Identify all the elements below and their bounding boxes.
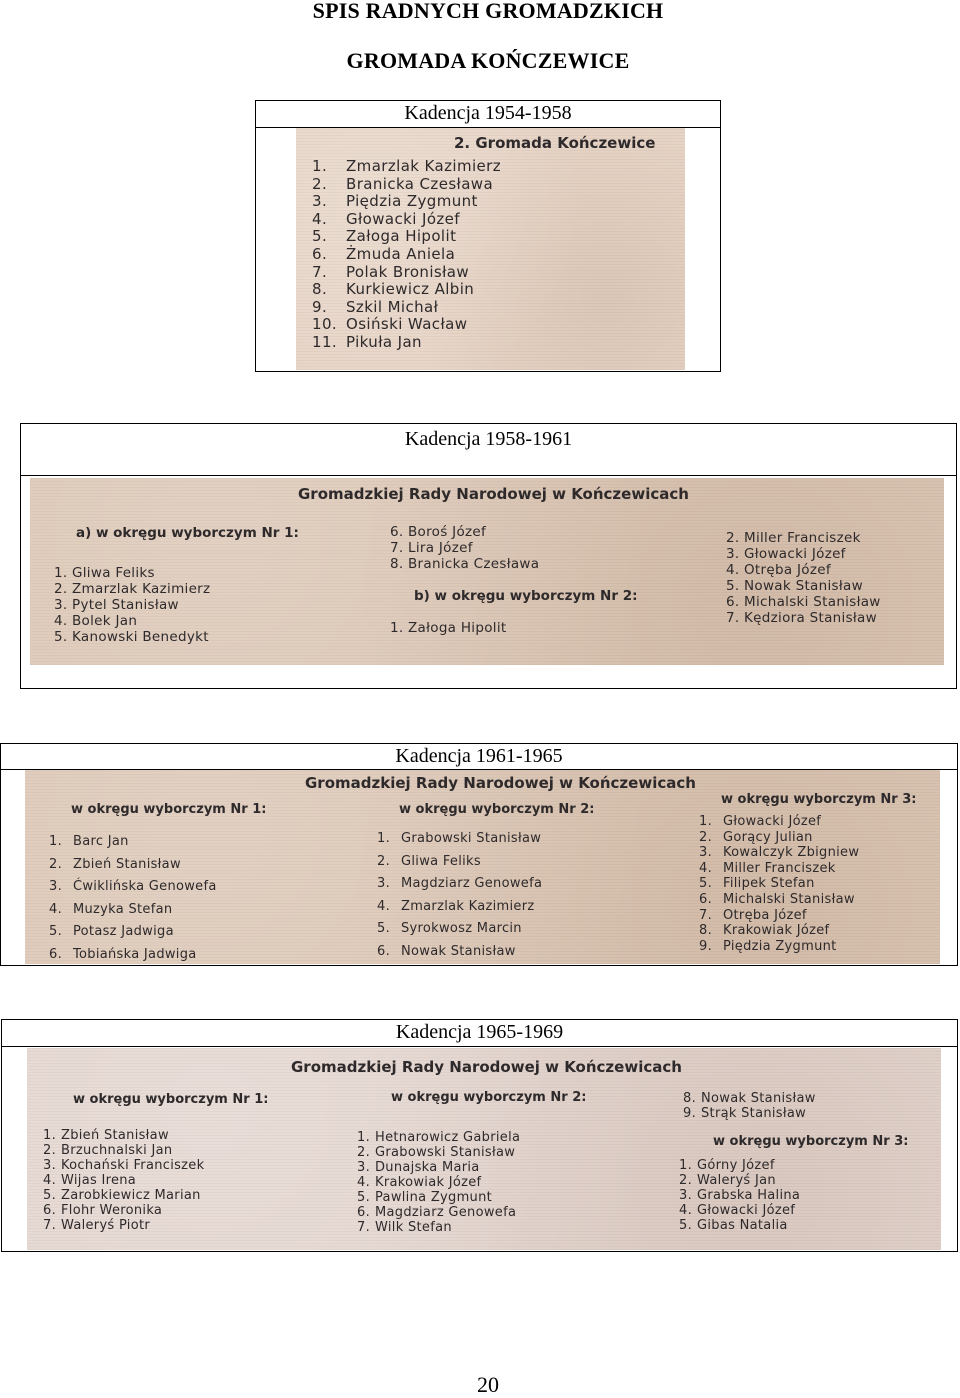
- member-name: Grabowski Stanisław: [401, 831, 542, 846]
- item-number: 8.: [312, 280, 328, 299]
- member-name: Boroś Józef: [408, 524, 487, 540]
- member-name: Bolek Jan: [72, 613, 138, 629]
- member-name: Nowak Stanisław: [744, 578, 863, 594]
- item-number: 7.: [312, 262, 328, 281]
- item-number: 3.: [49, 879, 63, 895]
- item-number: 2.: [312, 174, 328, 193]
- list-item: [49, 831, 217, 854]
- member-name: Magdziarz Genowefa: [375, 1205, 517, 1220]
- item-number: 6.: [49, 946, 63, 962]
- item-number: 3.: [43, 1158, 57, 1173]
- item-number: 2.: [699, 829, 713, 845]
- member-name: Krakowiak Józef: [375, 1175, 482, 1190]
- list-item: [679, 1173, 800, 1188]
- member-name: Filipek Stefan: [723, 876, 815, 892]
- member-list: [49, 831, 217, 964]
- member-name: Potasz Jadwiga: [73, 924, 174, 940]
- list-item: [43, 1218, 204, 1233]
- list-item: [699, 830, 859, 846]
- list-item: [390, 620, 506, 636]
- item-number: 4.: [49, 901, 63, 917]
- item-number: 4.: [679, 1203, 693, 1218]
- item-number: 5.: [699, 876, 713, 892]
- member-name: Wijas Irena: [61, 1173, 137, 1188]
- item-number: 3.: [679, 1188, 693, 1203]
- member-name: Załoga Hipolit: [408, 620, 507, 636]
- list-item: [43, 1203, 204, 1218]
- item-number: 9.: [312, 297, 328, 316]
- item-number: 2.: [54, 581, 68, 597]
- list-item: [699, 876, 859, 892]
- member-name: Gorący Julian: [723, 829, 813, 845]
- list-item: [377, 918, 542, 941]
- member-name: Głowacki Józef: [744, 546, 846, 562]
- item-number: 3.: [357, 1160, 371, 1175]
- member-list: [390, 524, 539, 572]
- item-number: 10.: [312, 315, 338, 334]
- item-number: 8.: [390, 556, 404, 572]
- district-b-heading: b) w okręgu wyborczym Nr 2:: [414, 588, 638, 604]
- scan-heading: Gromadzkiej Rady Narodowej w Kończewicach: [298, 485, 689, 503]
- member-name: Kowalczyk Zbigniew: [723, 845, 860, 861]
- item-number: 7.: [43, 1218, 57, 1233]
- item-number: 4.: [377, 898, 391, 914]
- item-number: 7.: [699, 907, 713, 923]
- item-number: 7.: [390, 540, 404, 556]
- list-item: [43, 1188, 204, 1203]
- district-3-heading: w okręgu wyborczym Nr 3:: [721, 792, 917, 807]
- item-number: 6.: [377, 943, 391, 959]
- list-item: [54, 565, 210, 581]
- item-number: 4.: [357, 1175, 371, 1190]
- member-name: Pikuła Jan: [346, 332, 422, 351]
- member-name: Dunajska Maria: [375, 1160, 480, 1175]
- item-number: 2.: [726, 530, 740, 546]
- list-item: [43, 1143, 204, 1158]
- list-item: [312, 246, 501, 264]
- district-a-heading: a) w okręgu wyborczym Nr 1:: [76, 525, 299, 541]
- list-item: [726, 562, 881, 578]
- member-name: Kanowski Benedykt: [72, 629, 209, 645]
- member-name: Brzuchnalski Jan: [61, 1143, 173, 1158]
- list-item: [54, 613, 210, 629]
- list-item: [312, 228, 501, 246]
- page-number: 20: [477, 1372, 499, 1397]
- member-name: Nowak Stanisław: [401, 943, 516, 959]
- member-name: Michalski Stanisław: [723, 891, 855, 907]
- document-title: SPIS RADNYCH GROMADZKICH: [312, 0, 664, 23]
- item-number: 7.: [726, 610, 740, 626]
- list-item: [679, 1188, 800, 1203]
- item-number: 7.: [357, 1220, 371, 1235]
- member-list: [357, 1130, 520, 1235]
- list-item: [312, 264, 501, 282]
- member-name: Michalski Stanisław: [744, 594, 881, 610]
- list-item: [390, 540, 539, 556]
- member-name: Miller Franciszek: [744, 530, 861, 546]
- list-item: [54, 581, 210, 597]
- member-name: Górny Józef: [697, 1158, 775, 1173]
- member-list: [679, 1158, 800, 1233]
- item-number: 1.: [43, 1128, 57, 1143]
- member-name: Głowacki Józef: [697, 1203, 796, 1218]
- district-2-heading: w okręgu wyborczym Nr 2:: [391, 1090, 587, 1105]
- member-name: Piędzia Zygmunt: [346, 192, 478, 211]
- list-item: [699, 845, 859, 861]
- list-item: [357, 1160, 520, 1175]
- member-name: Strąk Stanisław: [701, 1106, 807, 1121]
- member-name: Gliwa Feliks: [72, 565, 155, 581]
- district-1-heading: w okręgu wyborczym Nr 1:: [73, 1092, 269, 1107]
- district-2-heading: w okręgu wyborczym Nr 2:: [399, 802, 595, 817]
- member-name: Nowak Stanisław: [701, 1091, 816, 1106]
- list-item: [377, 873, 542, 896]
- list-item: [357, 1220, 520, 1235]
- list-item: [377, 828, 542, 851]
- item-number: 3.: [312, 192, 328, 211]
- member-list: [54, 565, 210, 645]
- list-item: [312, 158, 501, 176]
- member-name: Pawlina Zygmunt: [375, 1190, 493, 1205]
- member-list: [390, 620, 506, 636]
- member-list: [683, 1091, 816, 1121]
- scan-heading: Gromadzkiej Rady Narodowej w Kończewicach: [291, 1058, 682, 1076]
- list-item: [357, 1130, 520, 1145]
- list-item: [312, 281, 501, 299]
- item-number: 3.: [699, 845, 713, 861]
- list-item: [43, 1173, 204, 1188]
- item-number: 6.: [390, 524, 404, 540]
- member-name: Kędziora Stanisław: [744, 610, 877, 626]
- item-number: 4.: [43, 1173, 57, 1188]
- list-item: [699, 861, 859, 877]
- list-item: [312, 299, 501, 317]
- member-list: [312, 158, 501, 352]
- list-item: [679, 1203, 800, 1218]
- item-number: 4.: [312, 209, 328, 228]
- item-number: 2.: [49, 856, 63, 872]
- item-number: 2.: [43, 1143, 57, 1158]
- caption-divider: [21, 475, 956, 476]
- list-item: [726, 594, 881, 610]
- list-item: [683, 1106, 816, 1121]
- scan-1954-1958: [296, 128, 685, 370]
- item-number: 8.: [699, 923, 713, 939]
- member-name: Lira Józef: [408, 540, 473, 556]
- item-number: 6.: [726, 594, 740, 610]
- member-name: Szkil Michał: [346, 297, 439, 316]
- item-number: 4.: [726, 562, 740, 578]
- item-number: 5.: [49, 924, 63, 940]
- item-number: 11.: [312, 332, 338, 351]
- item-number: 3.: [54, 597, 68, 613]
- list-item: [726, 530, 881, 546]
- district-3-heading: w okręgu wyborczym Nr 3:: [713, 1134, 909, 1149]
- item-number: 6.: [357, 1205, 371, 1220]
- item-number: 9.: [699, 938, 713, 954]
- list-item: [726, 578, 881, 594]
- member-name: Głowacki Józef: [723, 814, 822, 829]
- item-number: 1.: [699, 814, 713, 829]
- item-number: 3.: [726, 546, 740, 562]
- member-name: Osiński Wacław: [346, 315, 468, 334]
- member-name: Żmuda Aniela: [346, 244, 456, 263]
- term-caption: Kadencja 1965-1969: [395, 1021, 564, 1043]
- list-item: [699, 923, 859, 939]
- list-item: [49, 944, 217, 964]
- item-number: 5.: [357, 1190, 371, 1205]
- member-name: Krakowiak Józef: [723, 923, 830, 939]
- member-name: Zbień Stanisław: [61, 1128, 169, 1143]
- item-number: 5.: [43, 1188, 57, 1203]
- member-name: Otręba Józef: [744, 562, 831, 578]
- list-item: [54, 597, 210, 613]
- member-name: Branicka Czesława: [408, 556, 540, 572]
- list-item: [49, 899, 217, 922]
- term-caption: Kadencja 1958-1961: [404, 428, 573, 450]
- list-item: [49, 854, 217, 877]
- item-number: 6.: [43, 1203, 57, 1218]
- term-caption: Kadencja 1961-1965: [395, 745, 563, 767]
- member-name: Zbień Stanisław: [73, 856, 181, 872]
- list-item: [49, 876, 217, 899]
- member-name: Kurkiewicz Albin: [346, 280, 475, 299]
- scan-heading: 2. Gromada Kończewice: [454, 134, 656, 152]
- list-item: [312, 193, 501, 211]
- member-name: Zmarzlak Kazimierz: [346, 157, 501, 175]
- member-name: Pytel Stanisław: [72, 597, 179, 613]
- scan-1961-1965: [25, 770, 940, 964]
- scan-1965-1969: [27, 1048, 941, 1250]
- list-item: [312, 211, 501, 229]
- list-item: [49, 921, 217, 944]
- item-number: 1.: [679, 1158, 693, 1173]
- item-number: 2.: [679, 1173, 693, 1188]
- member-name: Waleryś Jan: [697, 1173, 776, 1188]
- item-number: 5.: [679, 1218, 693, 1233]
- member-name: Barc Jan: [73, 834, 129, 849]
- list-item: [726, 546, 881, 562]
- list-item: [377, 851, 542, 874]
- member-name: Otręba Józef: [723, 907, 807, 923]
- member-name: Grabska Halina: [697, 1188, 801, 1203]
- list-item: [357, 1205, 520, 1220]
- item-number: 1.: [390, 620, 404, 636]
- list-item: [679, 1218, 800, 1233]
- item-number: 4.: [54, 613, 68, 629]
- caption-divider: [2, 1046, 957, 1047]
- scan-1958-1961: [30, 478, 944, 665]
- item-number: 4.: [699, 860, 713, 876]
- list-item: [357, 1190, 520, 1205]
- list-item: [357, 1175, 520, 1190]
- member-name: Ćwiklińska Genowefa: [73, 879, 217, 895]
- list-item: [699, 908, 859, 924]
- district-1-heading: w okręgu wyborczym Nr 1:: [71, 802, 267, 817]
- member-name: Gibas Natalia: [697, 1218, 788, 1233]
- list-item: [377, 941, 542, 964]
- member-name: Piędzia Zygmunt: [723, 938, 837, 954]
- member-list: [377, 828, 542, 964]
- item-number: 2.: [357, 1145, 371, 1160]
- item-number: 8.: [683, 1091, 697, 1106]
- list-item: [43, 1158, 204, 1173]
- item-number: 1.: [357, 1130, 371, 1145]
- scan-heading: Gromadzkiej Rady Narodowej w Kończewicach: [305, 774, 696, 792]
- member-name: Branicka Czesława: [346, 174, 494, 193]
- item-number: 6.: [699, 891, 713, 907]
- member-name: Flohr Weronika: [61, 1203, 163, 1218]
- member-name: Zmarzlak Kazimierz: [401, 898, 535, 914]
- item-number: 3.: [377, 876, 391, 892]
- list-item: [683, 1091, 816, 1106]
- item-number: 1.: [312, 157, 328, 175]
- item-number: 1.: [49, 834, 63, 849]
- list-item: [312, 334, 501, 352]
- member-name: Waleryś Piotr: [61, 1218, 151, 1233]
- item-number: 1.: [54, 565, 68, 581]
- list-item: [679, 1158, 800, 1173]
- item-number: 5.: [377, 921, 391, 937]
- item-number: 2.: [377, 853, 391, 869]
- member-name: Magdziarz Genowefa: [401, 876, 543, 892]
- list-item: [377, 896, 542, 919]
- item-number: 1.: [377, 831, 391, 846]
- member-name: Hetnarowicz Gabriela: [375, 1130, 521, 1145]
- member-name: Załoga Hipolit: [346, 227, 457, 246]
- list-item: [54, 629, 210, 645]
- item-number: 5.: [312, 227, 328, 246]
- list-item: [357, 1145, 520, 1160]
- member-name: Muzyka Stefan: [73, 901, 173, 917]
- member-name: Syrokwosz Marcin: [401, 921, 522, 937]
- member-name: Wilk Stefan: [375, 1220, 452, 1235]
- list-item: [312, 316, 501, 334]
- list-item: [390, 524, 539, 540]
- member-name: Gliwa Feliks: [401, 853, 481, 869]
- member-name: Głowacki Józef: [346, 209, 460, 228]
- list-item: [312, 176, 501, 194]
- item-number: 6.: [312, 244, 328, 263]
- member-name: Kochański Franciszek: [61, 1158, 205, 1173]
- member-name: Zmarzlak Kazimierz: [72, 581, 211, 597]
- item-number: 5.: [54, 629, 68, 645]
- member-name: Grabowski Stanisław: [375, 1145, 516, 1160]
- list-item: [699, 892, 859, 908]
- item-number: 9.: [683, 1106, 697, 1121]
- list-item: [390, 556, 539, 572]
- list-item: [726, 610, 881, 626]
- list-item: [43, 1128, 204, 1143]
- member-name: Tobiańska Jadwiga: [73, 946, 197, 962]
- document-subtitle: GROMADA KOŃCZEWICE: [346, 48, 630, 73]
- member-name: Miller Franciszek: [723, 860, 836, 876]
- member-name: Polak Bronisław: [346, 262, 470, 281]
- member-list: [726, 530, 881, 626]
- list-item: [699, 814, 859, 830]
- list-item: [699, 939, 859, 955]
- member-list: [43, 1128, 204, 1233]
- member-name: Zarobkiewicz Marian: [61, 1188, 201, 1203]
- member-list: [699, 814, 859, 954]
- item-number: 5.: [726, 578, 740, 594]
- term-caption: Kadencja 1954-1958: [404, 102, 572, 124]
